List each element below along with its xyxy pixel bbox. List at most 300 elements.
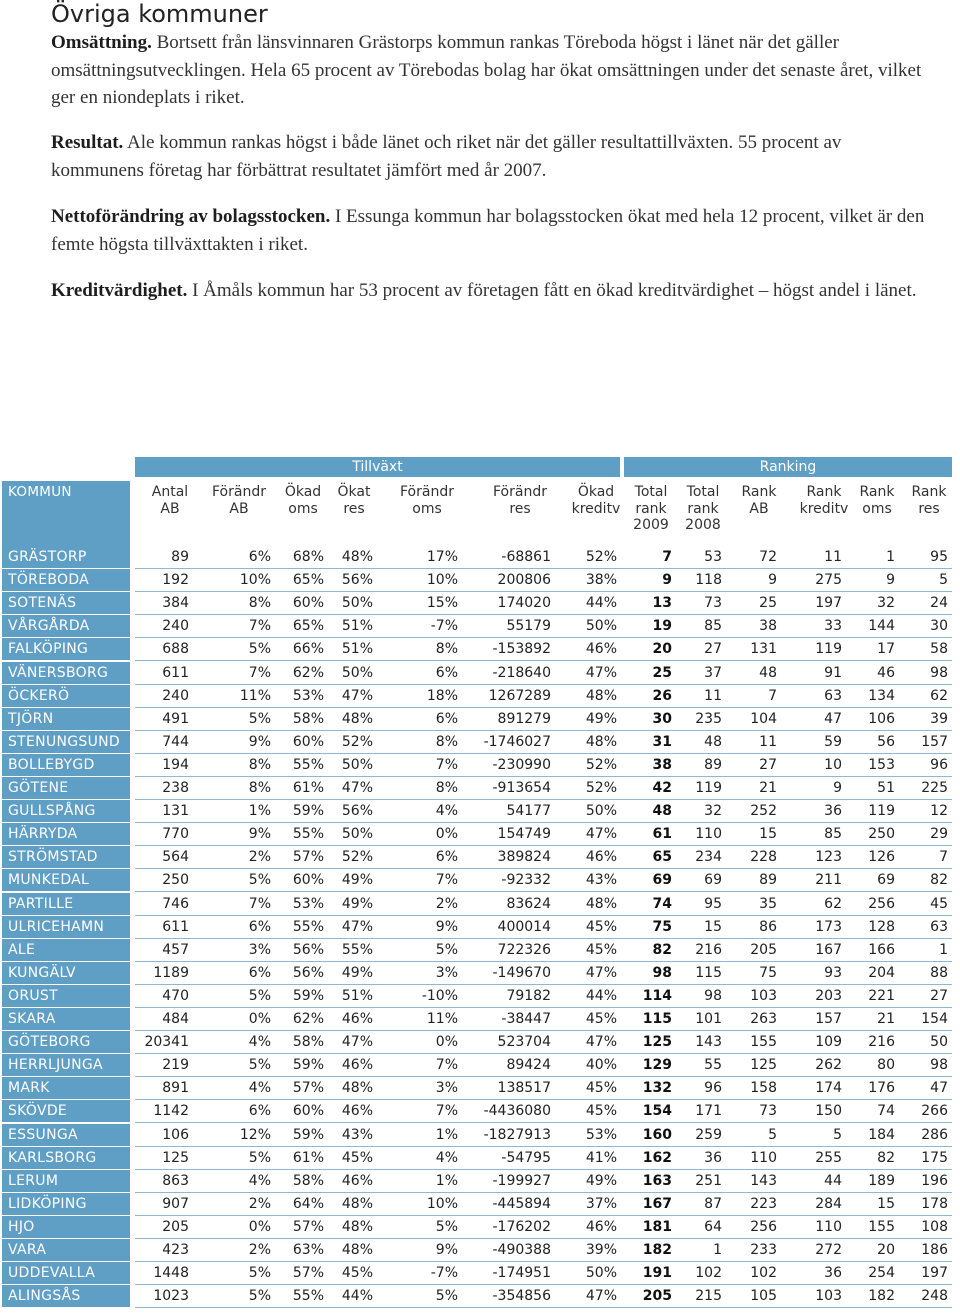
table-cell: 60% — [292, 872, 324, 889]
table-cell: 48% — [341, 1242, 373, 1258]
table-cell: 73 — [759, 1103, 777, 1120]
table-cell: 272 — [815, 1242, 842, 1258]
table-cell: 102 — [695, 1265, 722, 1282]
table-cell: 106 — [868, 710, 895, 727]
column-header — [331, 484, 377, 517]
table-row — [0, 615, 960, 638]
table-cell: -68861 — [501, 549, 551, 565]
table-cell: 82 — [930, 872, 948, 889]
table-cell: -354856 — [492, 1288, 551, 1305]
table-cell: 184 — [868, 1126, 895, 1143]
table-row — [0, 893, 960, 916]
paragraph-text: Bortsett från länsvinnaren Grästorps kommun rankas Töreboda högst i länet när det gäller omsättningsutvecklingen. Hela 65 procent av Törebodas bolag har ökat omsättningen under det senaste året, vilket ger en niondeplats i riket. — [51, 32, 922, 108]
table-cell: 8% — [248, 780, 271, 796]
paragraph-text: Ale kommun rankas högst i både länet och riket när det gäller resultattillväxten. 55 procent av kommunens företag har förbättrat resultatet jämfört med år 2007. — [51, 132, 842, 181]
table-cell: 150 — [815, 1103, 842, 1120]
column-header — [794, 484, 854, 517]
table-cell: 7% — [435, 1057, 458, 1074]
table-cell: 7% — [248, 664, 271, 681]
table-cell: 44 — [824, 1172, 842, 1189]
table-cell: 197 — [921, 1265, 948, 1282]
table-cell: 50% — [585, 618, 617, 635]
table-cell: 5% — [435, 941, 458, 958]
table-row — [0, 662, 960, 685]
table-cell: 5% — [248, 1288, 271, 1305]
table-cell: 125 — [750, 1057, 777, 1074]
table-cell: 38% — [585, 572, 617, 589]
table-cell: 7% — [248, 618, 271, 635]
column-header — [735, 484, 783, 517]
column-header-line: Ökat — [337, 484, 371, 500]
table-cell: 65 — [652, 849, 672, 866]
paragraph-lead: Kreditvärdighet. — [51, 280, 188, 301]
table-cell: 157 — [921, 733, 948, 750]
table-cell: 1267289 — [488, 687, 551, 704]
table-cell: 24 — [930, 595, 948, 612]
table-cell: -199927 — [492, 1172, 551, 1189]
table-cell: 262 — [815, 1057, 842, 1074]
table-cell: 60% — [292, 733, 324, 750]
table-cell: 25 — [652, 664, 672, 681]
table-cell: 5% — [248, 1265, 271, 1282]
table-cell: 7% — [248, 895, 271, 912]
table-cell: -913654 — [492, 780, 551, 796]
table-cell: 110 — [815, 1218, 842, 1235]
table-cell: 89 — [704, 756, 722, 773]
table-cell: 48% — [585, 687, 617, 704]
table-cell: 131 — [162, 803, 189, 820]
table-cell: 102 — [750, 1265, 777, 1282]
table-cell: 205 — [750, 941, 777, 958]
table-cell: 105 — [750, 1288, 777, 1305]
table-cell: 47% — [341, 687, 373, 704]
table-cell: 63 — [930, 918, 948, 935]
table-cell: 15 — [704, 918, 722, 935]
table-cell: 36 — [824, 1265, 842, 1282]
kommun-name: VÄNERSBORG — [2, 662, 130, 684]
kommun-name: GULLSPÅNG — [2, 800, 130, 822]
table-cell: 30 — [652, 710, 672, 727]
table-cell: 60% — [292, 595, 324, 612]
table-cell: 204 — [868, 964, 895, 981]
table-cell: 10% — [426, 1195, 458, 1212]
table-cell: 45% — [585, 1103, 617, 1120]
table-cell: 55% — [292, 918, 324, 935]
table-cell: 15% — [426, 595, 458, 612]
kommun-name: SKÖVDE — [2, 1100, 130, 1122]
column-header — [853, 484, 901, 517]
table-cell: 154749 — [497, 826, 551, 843]
column-header-line: oms — [412, 500, 442, 517]
table-row — [0, 1031, 960, 1054]
table-cell: 182 — [642, 1242, 672, 1258]
table-cell: 64% — [292, 1195, 324, 1212]
table-cell: -38447 — [501, 1011, 551, 1027]
table-cell: 225 — [921, 780, 948, 796]
table-cell: 7% — [435, 756, 458, 773]
table-cell: 74 — [652, 895, 672, 912]
table-cell: 58 — [930, 641, 948, 658]
table-cell: -153892 — [492, 641, 551, 658]
table-cell: 115 — [642, 1011, 672, 1027]
table-cell: 27 — [930, 987, 948, 1004]
table-row — [0, 1147, 960, 1170]
page-title: Övriga kommuner — [51, 0, 268, 28]
table-cell: 48% — [341, 549, 373, 565]
table-cell: 46% — [341, 1172, 373, 1189]
table-cell: 1142 — [153, 1103, 189, 1120]
table-cell: 30 — [930, 618, 948, 635]
table-cell: 1% — [435, 1172, 458, 1189]
table-cell: 205 — [162, 1218, 189, 1235]
table-cell: 9% — [248, 826, 271, 843]
table-cell: 59% — [292, 803, 324, 820]
table-cell: 63 — [824, 687, 842, 704]
table-cell: 15 — [877, 1195, 895, 1212]
kommun-name: ALINGSÅS — [2, 1285, 130, 1307]
table-row — [0, 546, 960, 569]
kommun-name: UDDEVALLA — [2, 1262, 130, 1284]
table-row — [0, 1054, 960, 1077]
table-cell: 56% — [292, 964, 324, 981]
kommun-name: HERRLJUNGA — [2, 1054, 130, 1076]
table-cell: 82 — [877, 1149, 895, 1166]
column-header-line: 2008 — [685, 517, 721, 533]
kommun-name: GÖTEBORG — [2, 1031, 130, 1053]
table-cell: 119 — [868, 803, 895, 820]
column-header-line: AB — [749, 500, 769, 517]
table-cell: 79182 — [506, 987, 551, 1004]
table-cell: 1 — [939, 941, 948, 958]
kommun-name: ÖCKERÖ — [2, 685, 130, 707]
kommun-name: KARLSBORG — [2, 1147, 130, 1169]
table-cell: 5% — [248, 1149, 271, 1166]
table-cell: 131 — [750, 641, 777, 658]
table-cell: 125 — [642, 1034, 672, 1051]
column-header — [627, 484, 675, 534]
table-cell: 134 — [868, 687, 895, 704]
kommun-name: FALKÖPING — [2, 638, 130, 660]
table-cell: 98 — [930, 664, 948, 681]
table-cell: 19 — [652, 618, 672, 635]
table-row — [0, 569, 960, 592]
table-cell: 36 — [704, 1149, 722, 1166]
table-cell: 59% — [292, 1126, 324, 1143]
table-cell: 58% — [292, 710, 324, 727]
table-cell: 10% — [239, 572, 271, 589]
table-cell: 46 — [877, 664, 895, 681]
table-cell: 154 — [921, 1011, 948, 1027]
table-cell: 11 — [704, 687, 722, 704]
column-header-kommun: KOMMUN — [8, 484, 72, 500]
table-cell: 174020 — [497, 595, 551, 612]
table-cell: 722326 — [497, 941, 551, 958]
table-cell: 11 — [759, 733, 777, 750]
column-header-line: 2009 — [633, 517, 669, 533]
table-cell: 61% — [292, 780, 324, 796]
kommun-name: HJO — [2, 1216, 130, 1238]
table-cell: 0% — [435, 826, 458, 843]
table-cell: 49% — [341, 872, 373, 889]
table-cell: 907 — [162, 1195, 189, 1212]
table-cell: 55% — [292, 826, 324, 843]
table-cell: 64 — [704, 1218, 722, 1235]
table-cell: 55179 — [506, 618, 551, 635]
kommun-name: BOLLEBYGD — [2, 754, 130, 776]
table-cell: -490388 — [492, 1242, 551, 1258]
table-cell: 53% — [292, 687, 324, 704]
table-cell: -7% — [430, 618, 458, 635]
table-cell: 157 — [815, 1011, 842, 1027]
table-cell: 211 — [815, 872, 842, 889]
paragraph-lead: Nettoförändring av bolagsstocken. — [51, 206, 331, 227]
table-cell: -1827913 — [483, 1126, 551, 1143]
table-cell: 47% — [585, 1034, 617, 1051]
table-cell: 98 — [930, 1057, 948, 1074]
table-cell: 1% — [435, 1126, 458, 1143]
table-cell: 47% — [341, 780, 373, 796]
table-cell: 132 — [642, 1080, 672, 1097]
table-cell: 103 — [750, 987, 777, 1004]
table-row — [0, 916, 960, 939]
table-row — [0, 638, 960, 661]
column-header-line: Rank — [806, 484, 842, 500]
table-cell: -4436080 — [483, 1103, 551, 1120]
table-cell: 33 — [824, 618, 842, 635]
table-cell: 2% — [248, 849, 271, 866]
column-header-line: Rank — [911, 484, 947, 500]
table-cell: 611 — [162, 918, 189, 935]
table-cell: 191 — [642, 1265, 672, 1282]
table-cell: 32 — [704, 803, 722, 820]
table-cell: 400014 — [497, 918, 551, 935]
table-row — [0, 1008, 960, 1031]
table-cell: -445894 — [492, 1195, 551, 1212]
column-header-line: oms — [288, 500, 318, 517]
table-cell: 9% — [435, 1242, 458, 1258]
table-cell: 176 — [868, 1080, 895, 1097]
table-cell: 891 — [162, 1080, 189, 1097]
table-cell: 4% — [435, 803, 458, 820]
table-cell: 46% — [341, 1011, 373, 1027]
group-header-ranking: Ranking — [624, 457, 952, 477]
table-cell: 50% — [341, 756, 373, 773]
column-header-line: Total — [634, 484, 668, 500]
table-cell: 65% — [292, 618, 324, 635]
table-cell: 223 — [750, 1195, 777, 1212]
table-cell: 61 — [652, 826, 672, 843]
paragraph-text: I Essunga kommun har bolagsstocken ökat med hela 12 procent, vilket är den femte högsta tillväxttakten i riket. — [51, 206, 925, 255]
table-cell: 55% — [292, 1288, 324, 1305]
table-cell: 171 — [695, 1103, 722, 1120]
table-cell: 43% — [341, 1126, 373, 1143]
table-cell: 197 — [815, 595, 842, 612]
table-cell: 611 — [162, 664, 189, 681]
table-cell: 27 — [704, 641, 722, 658]
table-cell: 192 — [162, 572, 189, 589]
table-cell: 46% — [341, 1103, 373, 1120]
table-cell: 11% — [426, 1011, 458, 1027]
table-row — [0, 754, 960, 777]
kommun-name: GÖTENE — [2, 777, 130, 799]
table-cell: 256 — [868, 895, 895, 912]
table-cell: 6% — [248, 1103, 271, 1120]
paragraph-text: I Åmåls kommun har 53 procent av företagen fått en ökad kreditvärdighet – högst andel i länet. — [187, 280, 917, 301]
column-header-line: kreditv — [571, 500, 621, 517]
table-cell: 240 — [162, 618, 189, 635]
table-cell: 143 — [695, 1034, 722, 1051]
table-row — [0, 939, 960, 962]
table-cell: 119 — [695, 780, 722, 796]
table-cell: 27 — [759, 756, 777, 773]
table-cell: 54177 — [506, 803, 551, 820]
table-cell: 228 — [750, 849, 777, 866]
table-cell: 155 — [868, 1218, 895, 1235]
table-cell: 5% — [248, 987, 271, 1004]
table-cell: 110 — [695, 826, 722, 843]
table-cell: 96 — [704, 1080, 722, 1097]
table-cell: 103 — [815, 1288, 842, 1305]
column-header-line: Förändr — [212, 484, 266, 500]
table-cell: 3% — [435, 964, 458, 981]
table-cell: 43% — [585, 872, 617, 889]
table-cell: 69 — [652, 872, 672, 889]
table-cell: 25 — [759, 595, 777, 612]
table-cell: 56% — [292, 941, 324, 958]
table-cell: 746 — [162, 895, 189, 912]
table-cell: 564 — [162, 849, 189, 866]
table-cell: 160 — [642, 1126, 672, 1143]
table-cell: 457 — [162, 941, 189, 958]
table-cell: 20 — [877, 1242, 895, 1258]
table-cell: 5% — [435, 1218, 458, 1235]
table-cell: 744 — [162, 733, 189, 750]
table-cell: 95 — [704, 895, 722, 912]
table-cell: 8% — [435, 641, 458, 658]
kommun-name: VÅRGÅRDA — [2, 615, 130, 637]
table-cell: 10% — [426, 572, 458, 589]
table-cell: 36 — [824, 803, 842, 820]
table-cell: 863 — [162, 1172, 189, 1189]
table-cell: 3% — [248, 941, 271, 958]
table-cell: 770 — [162, 826, 189, 843]
table-cell: 8% — [435, 780, 458, 796]
table-cell: 65% — [292, 572, 324, 589]
table-cell: 53% — [585, 1126, 617, 1143]
table-cell: 128 — [868, 918, 895, 935]
table-cell: 182 — [868, 1288, 895, 1305]
column-header — [566, 484, 626, 517]
table-cell: 250 — [162, 872, 189, 889]
table-cell: 45% — [585, 1011, 617, 1027]
table-cell: 9 — [833, 780, 842, 796]
table-cell: 6% — [248, 549, 271, 565]
table-cell: 9% — [248, 733, 271, 750]
table-cell: 44% — [341, 1288, 373, 1305]
table-cell: 235 — [695, 710, 722, 727]
kommun-name: SOTENÄS — [2, 592, 130, 614]
table-row — [0, 985, 960, 1008]
table-cell: 50% — [585, 1265, 617, 1282]
table-cell: 56% — [341, 803, 373, 820]
column-header-line: oms — [862, 500, 892, 517]
table-cell: 68% — [292, 549, 324, 565]
table-cell: 62% — [292, 1011, 324, 1027]
table-cell: 50% — [341, 595, 373, 612]
table-cell: 0% — [248, 1218, 271, 1235]
table-cell: 75 — [759, 964, 777, 981]
table-cell: 9 — [768, 572, 777, 589]
table-cell: 47% — [585, 1288, 617, 1305]
column-header-line: Förändr — [400, 484, 454, 500]
table-cell: 167 — [642, 1195, 672, 1212]
table-row — [0, 685, 960, 708]
table-cell: 484 — [162, 1011, 189, 1027]
table-cell: 1448 — [153, 1265, 189, 1282]
column-header-line: Rank — [741, 484, 777, 500]
table-cell: 162 — [642, 1149, 672, 1166]
table-cell: 106 — [162, 1126, 189, 1143]
table-cell: 423 — [162, 1242, 189, 1258]
table-cell: 51% — [341, 618, 373, 635]
table-cell: 123 — [815, 849, 842, 866]
table-cell: 109 — [815, 1034, 842, 1051]
table-row — [0, 1193, 960, 1216]
table-cell: 69 — [704, 872, 722, 889]
column-header — [392, 484, 462, 517]
table-cell: 11% — [239, 687, 271, 704]
table-cell: 48% — [585, 733, 617, 750]
table-cell: 69 — [877, 872, 895, 889]
table-cell: 48% — [341, 710, 373, 727]
table-cell: 73 — [704, 595, 722, 612]
table-cell: 259 — [695, 1126, 722, 1143]
table-cell: 6% — [435, 849, 458, 866]
table-row — [0, 800, 960, 823]
table-cell: 6% — [248, 918, 271, 935]
table-cell: 55% — [341, 941, 373, 958]
table-cell: 256 — [750, 1218, 777, 1235]
table-cell: 163 — [642, 1172, 672, 1189]
table-cell: 234 — [695, 849, 722, 866]
table-cell: -174951 — [492, 1265, 551, 1282]
table-cell: 62 — [824, 895, 842, 912]
kommun-name: PARTILLE — [2, 893, 130, 915]
table-cell: 46% — [585, 641, 617, 658]
table-cell: 4% — [248, 1080, 271, 1097]
table-cell: 20341 — [144, 1034, 189, 1051]
table-cell: 53% — [292, 895, 324, 912]
table-cell: 89 — [171, 549, 189, 565]
column-header-line: res — [343, 500, 365, 517]
table-cell: 48 — [652, 803, 672, 820]
table-cell: 41% — [585, 1149, 617, 1166]
table-cell: 57% — [292, 849, 324, 866]
table-row — [0, 592, 960, 615]
table-cell: 89 — [759, 872, 777, 889]
kommun-name: GRÄSTORP — [2, 546, 130, 568]
table-cell: 2% — [248, 1242, 271, 1258]
row-divider — [135, 1307, 952, 1308]
table-row — [0, 869, 960, 892]
table-cell: 55% — [292, 756, 324, 773]
table-cell: 181 — [642, 1218, 672, 1235]
table-cell: 119 — [815, 641, 842, 658]
table-cell: 491 — [162, 710, 189, 727]
table-cell: 143 — [750, 1172, 777, 1189]
table-row — [0, 1100, 960, 1123]
column-header-line: Total — [686, 484, 720, 500]
